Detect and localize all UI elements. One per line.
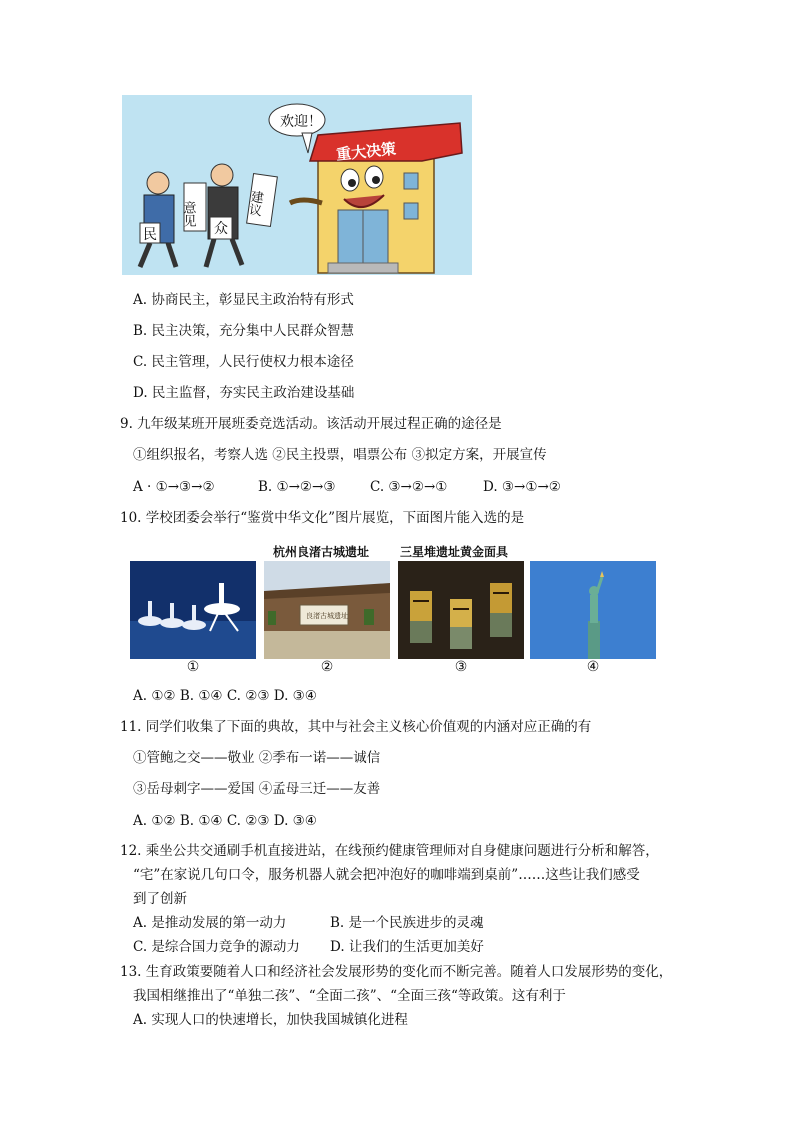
- paper2-label: 建议: [245, 189, 264, 217]
- q9-stem: 9. 九年级某班开展班委竞选活动。该活动开展过程正确的途径是: [120, 416, 502, 432]
- building-sign: 重大决策: [335, 139, 397, 164]
- q11-options: A. ①② B. ①④ C. ②③ D. ③④: [133, 813, 317, 829]
- site-sign-text: 良渚古城遗址: [306, 612, 348, 620]
- statue-of-liberty-photo: [530, 561, 656, 659]
- q12-option-a: A. 是推动发展的第一动力: [133, 915, 287, 931]
- q9-option-a: A · ①→③→②: [133, 479, 215, 495]
- q9-items: ①组织报名，考察人选 ②民主投票，唱票公布 ③拟定方案，开展宣传: [133, 447, 547, 463]
- q11-items-1: ①管鲍之交——敬业 ②季布一诺——诚信: [133, 750, 381, 766]
- q8-option-a: A. 协商民主，彰显民主政治特有形式: [133, 292, 354, 308]
- speech-bubble-text: 欢迎！: [280, 114, 322, 130]
- q12-stem-3: 到了创新: [133, 891, 187, 907]
- q13-stem-1: 13. 生育政策要随着人口和经济社会发展形势的变化而不断完善。随着人口发展形势的变化，: [120, 964, 673, 980]
- cartoon-illustration: [122, 95, 472, 275]
- photo2-number: ②: [320, 659, 334, 675]
- q12-stem-1: 12. 乘坐公共交通刷手机直接进站，在线预约健康管理师对自身健康问题进行分析和解答，: [120, 843, 659, 859]
- q12-option-d: D. 让我们的生活更加美好: [330, 939, 484, 955]
- q11-items-2: ③岳母刺字——爱国 ④孟母三迁——友善: [133, 781, 381, 797]
- photo1-number: ①: [186, 659, 200, 675]
- q13-option-a: A. 实现人口的快速增长，加快我国城镇化进程: [133, 1012, 408, 1028]
- q12-option-c: C. 是综合国力竞争的源动力: [133, 939, 300, 955]
- q13-stem-2: 我国相继推出了“单独二孩”、“全面二孩”、“全面三孩“等政策。这有利于: [133, 988, 566, 1004]
- paper1-top: 意见: [180, 201, 196, 227]
- q8-option-d: D. 民主监督，夯实民主政治建设基础: [133, 385, 355, 401]
- q11-stem: 11. 同学们收集了下面的典故，其中与社会主义核心价值观的内涵对应正确的有: [120, 719, 592, 735]
- q10-photo-row: [130, 543, 660, 675]
- photo3-caption: 三星堆遗址黄金面具: [400, 545, 509, 559]
- q9-option-d: D. ③→①→②: [483, 479, 561, 495]
- sanxingdui-mask-photo: [398, 561, 524, 659]
- photo4-number: ④: [586, 659, 600, 675]
- person1-label: 民: [143, 227, 157, 243]
- q8-option-b: B. 民主决策，充分集中人民群众智慧: [133, 323, 355, 339]
- q12-stem-2: “宅”在家说几句口令，服务机器人就会把冲泡好的咖啡端到桌前”……这些让我们感受: [133, 867, 640, 883]
- paper1-bottom: 众: [214, 221, 228, 237]
- q12-option-b: B. 是一个民族进步的灵魂: [330, 915, 484, 931]
- q10-stem: 10. 学校团委会举行“鉴赏中华文化”图片展览，下面图片能入选的是: [120, 510, 525, 526]
- q8-option-c: C. 民主管理，人民行使权力根本途径: [133, 354, 354, 370]
- liangzhu-site-photo: [264, 561, 390, 659]
- q10-options: A. ①② B. ①④ C. ②③ D. ③④: [133, 688, 317, 704]
- photo2-caption: 杭州良渚古城遗址: [273, 545, 370, 559]
- ballet-photo: [130, 561, 256, 659]
- q9-option-c: C. ③→②→①: [370, 479, 448, 495]
- q9-option-b: B. ①→②→③: [258, 479, 336, 495]
- photo3-number: ③: [454, 659, 468, 675]
